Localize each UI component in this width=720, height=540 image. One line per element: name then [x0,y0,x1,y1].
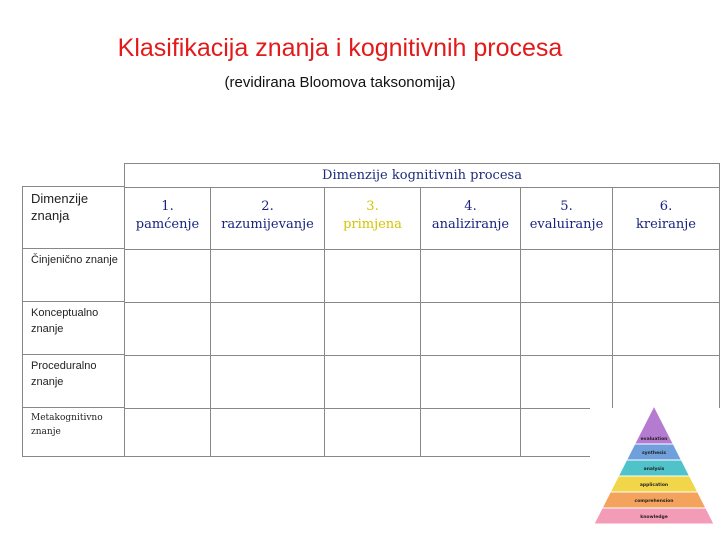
pyramid-layer-label: knowledge [640,515,668,520]
table-cell [124,408,210,457]
table-cell [520,408,590,457]
pyramid-layer-label: application [639,483,669,488]
column-header [420,187,520,249]
pyramid-layer-label: analysis [643,467,665,472]
column-label: primjena [343,217,402,232]
table-cell [612,249,720,302]
page-subtitle: (revidirana Bloomova taksonomija) [224,74,456,91]
table-cell [420,355,520,408]
table-cell [210,249,324,302]
table-cell [124,249,210,302]
table-cell [420,408,520,457]
bloom-pyramid-image [590,404,718,526]
pyramid-layer-label: comprehension [634,499,674,504]
table-cell [124,302,210,355]
row-label-metakognitivno: Metakognitivno znanje [23,407,125,456]
pyramid-layer-label: evaluation [640,437,668,442]
table-cell [612,302,720,355]
table-cell [520,355,612,408]
table-header: Dimenzije kognitivnih procesa [124,163,720,187]
column-number: 6. [659,199,673,214]
table-cell [124,355,210,408]
column-header [124,187,210,249]
pyramid-layer-label: synthesis [641,451,667,456]
column-label: pamćenje [135,217,200,232]
row-label-konceptualno: Konceptualno znanje [23,301,125,354]
table-cell [324,302,420,355]
table-cell [612,355,720,408]
table-cell [520,302,612,355]
table-cell [520,249,612,302]
row-label-proceduralno: Proceduralno znanje [23,354,125,407]
table-cell [324,249,420,302]
column-label: evaluiranje [529,217,604,232]
row-header-cell: Dimenzije znanja [23,186,125,248]
table-cell [210,408,324,457]
column-label: analiziranje [431,217,510,232]
table-cell [420,249,520,302]
column-header [612,187,720,249]
table-cell [324,408,420,457]
page-title: Klasifikacija znanja i kognitivnih procesa [117,34,563,62]
table-cell [420,302,520,355]
column-header [210,187,324,249]
column-number: 1. [161,199,174,214]
column-number: 5. [560,199,573,214]
column-number: 4. [464,199,477,214]
table-cell [210,302,324,355]
column-header [324,187,420,249]
knowledge-dimensions-column [22,186,125,457]
column-header [520,187,612,249]
column-label: razumijevanje [221,217,314,232]
column-label: kreiranje [635,217,696,232]
column-number: 3. [366,199,379,214]
row-label-cinjenicno: Činjenično znanje [23,248,125,301]
table-cell [324,355,420,408]
table-cell [210,355,324,408]
column-number: 2. [261,199,274,214]
